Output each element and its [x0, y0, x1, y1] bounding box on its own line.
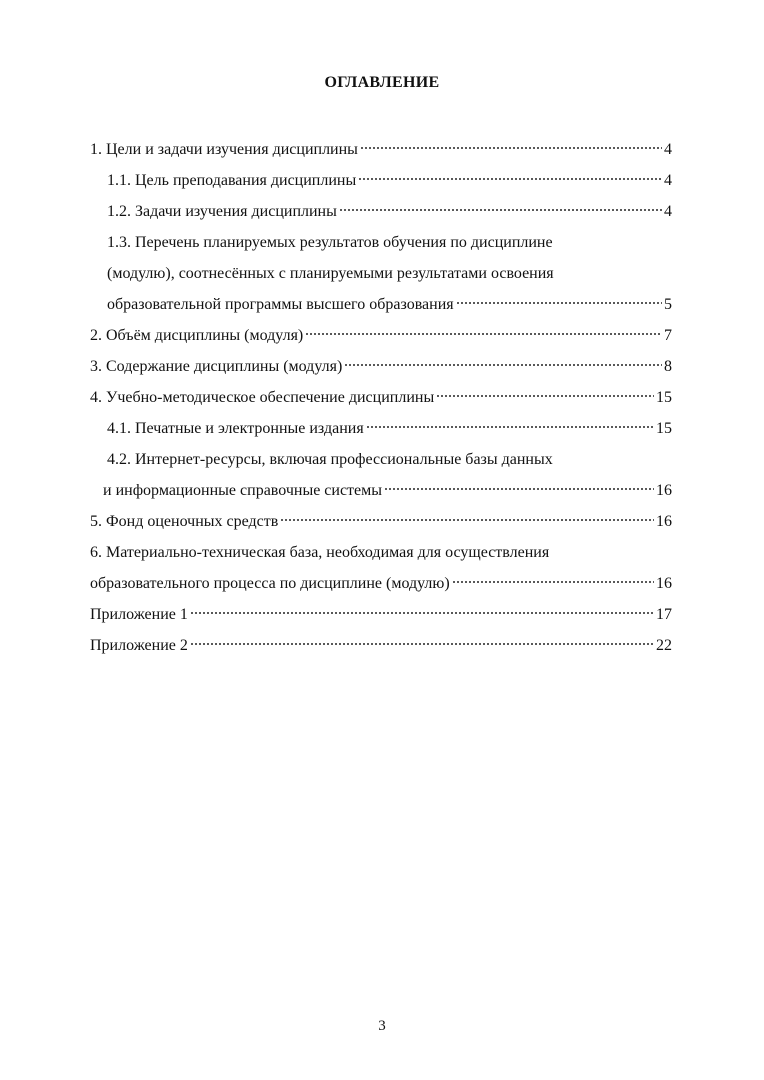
toc-entry-text: 6. Материально-техническая база, необходимая для осуществления — [90, 544, 550, 561]
toc-entry-text: 1.1. Цель преподавания дисциплины — [107, 172, 357, 189]
toc-entry-line — [90, 258, 672, 289]
toc-dot-leader — [358, 177, 662, 181]
toc-entry-text: 1.3. Перечень планируемых результатов обучения по дисциплине — [107, 234, 553, 251]
toc-entry-line — [90, 227, 672, 258]
toc-entry-line — [90, 413, 672, 444]
toc-entry-line — [90, 382, 672, 413]
toc-entry-line — [90, 289, 672, 320]
toc-dot-leader — [280, 518, 654, 522]
toc-dot-leader — [452, 580, 654, 584]
toc-entry-text: 4. Учебно-методическое обеспечение дисциплины — [90, 389, 435, 406]
toc-entry-line — [90, 165, 672, 196]
toc-entry-text: 4.1. Печатные и электронные издания — [107, 420, 364, 437]
toc-page-number: 7 — [664, 327, 672, 344]
toc-dot-leader — [366, 425, 654, 429]
toc-entry-text: (модулю), соотнесённых с планируемыми результатами освоения — [107, 265, 554, 282]
table-of-contents — [90, 134, 672, 661]
toc-entry-text: Приложение 1 — [90, 606, 188, 623]
toc-entry-line — [90, 506, 672, 537]
toc-entry-text: 3. Содержание дисциплины (модуля) — [90, 358, 343, 375]
toc-entry-text: 2. Объём дисциплины (модуля) — [90, 327, 304, 344]
toc-page-number: 8 — [664, 358, 672, 375]
toc-entry-line — [90, 196, 672, 227]
toc-dot-leader — [436, 394, 654, 398]
toc-page-number: 4 — [664, 141, 672, 158]
toc-entry-text: Приложение 2 — [90, 637, 188, 654]
toc-entry-line — [90, 630, 672, 661]
toc-dot-leader — [384, 487, 654, 491]
toc-entry-line — [90, 320, 672, 351]
toc-entry-line — [90, 444, 672, 475]
toc-page-number: 16 — [656, 575, 672, 592]
toc-dot-leader — [344, 363, 662, 367]
toc-entry-text: 4.2. Интернет-ресурсы, включая профессиональные базы данных — [107, 451, 553, 468]
page-title: ОГЛАВЛЕНИЕ — [324, 74, 440, 91]
toc-page-number: 16 — [656, 482, 672, 499]
toc-entry-text: образовательного процесса по дисциплине (модулю) — [90, 575, 450, 592]
toc-entry-line — [90, 134, 672, 165]
toc-entry-line — [90, 475, 672, 506]
toc-page-number: 15 — [656, 389, 672, 406]
toc-entry-text: 5. Фонд оценочных средств — [90, 513, 279, 530]
toc-dot-leader — [305, 332, 662, 336]
toc-dot-leader — [456, 301, 662, 305]
toc-page-number: 17 — [656, 606, 672, 623]
toc-page-number: 4 — [664, 172, 672, 189]
toc-page-number: 15 — [656, 420, 672, 437]
toc-dot-leader — [339, 208, 662, 212]
toc-entry-line — [90, 537, 672, 568]
toc-page-number: 4 — [664, 203, 672, 220]
page-number: 3 — [378, 1018, 386, 1034]
toc-entry-line — [90, 599, 672, 630]
toc-dot-leader — [190, 611, 654, 615]
toc-dot-leader — [190, 642, 654, 646]
toc-entry-text: 1.2. Задачи изучения дисциплины — [107, 203, 337, 220]
toc-entry-line — [90, 568, 672, 599]
toc-entry-text: образовательной программы высшего образования — [107, 296, 454, 313]
toc-page-number: 16 — [656, 513, 672, 530]
toc-entry-text: 1. Цели и задачи изучения дисциплины — [90, 141, 358, 158]
toc-page-number: 22 — [656, 637, 672, 654]
toc-entry-text: и информационные справочные системы — [103, 482, 383, 499]
toc-entry-line — [90, 351, 672, 382]
toc-dot-leader — [360, 146, 662, 150]
toc-page-number: 5 — [664, 296, 672, 313]
